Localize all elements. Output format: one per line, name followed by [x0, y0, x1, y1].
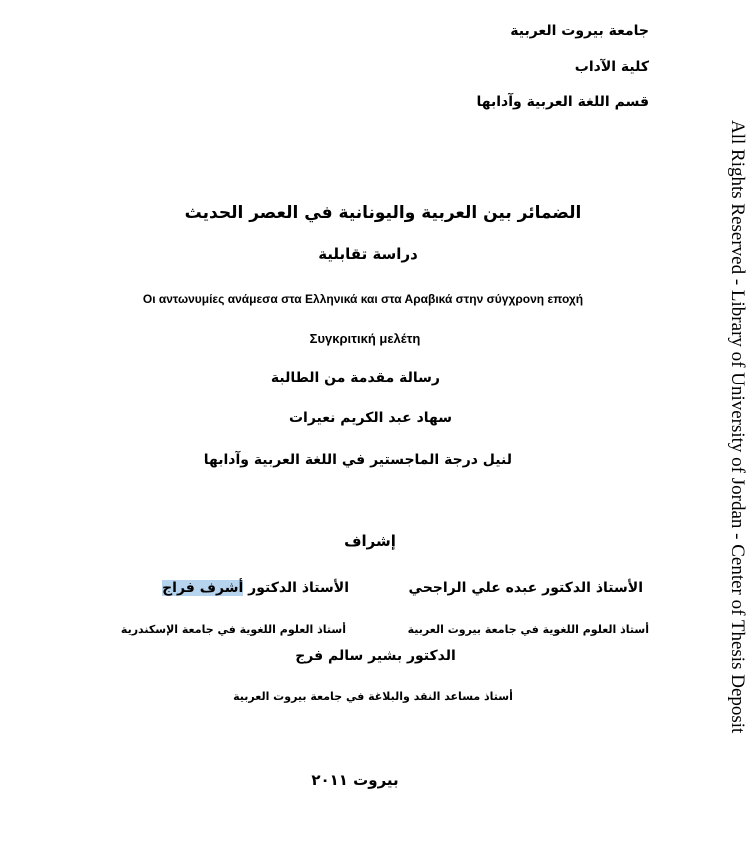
- student-name: سهاد عبد الكريم نعيرات: [288, 410, 453, 426]
- copyright-watermark: All Rights Reserved - Library of University of Jordan - Center of Thesis Deposit: [727, 120, 748, 734]
- thesis-subtitle-arabic: دراسة تقابلية: [318, 245, 418, 263]
- supervisor-1-role: أستاذ العلوم اللغوية في جامعة بيروت العربية: [407, 623, 649, 636]
- supervisor-2-highlighted-name: أشرف فراج: [162, 580, 244, 596]
- thesis-subtitle-greek: Συγκριτική μελέτη: [309, 331, 421, 346]
- university-name: جامعة بيروت العربية: [510, 23, 649, 39]
- supervisor-1-name: الأستاذ الدكتور عبده علي الراجحي: [408, 580, 643, 596]
- supervision-heading: إشراف: [344, 532, 396, 550]
- place-and-year: بيروت ٢٠١١: [311, 771, 399, 789]
- thesis-title-greek: Οι αντωνυμίες ανάμεσα στα Ελληνικά και στα Αραβικά στην σύγχρονη εποχή: [142, 292, 584, 306]
- supervisor-2-prefix: الأستاذ الدكتور: [243, 580, 349, 596]
- supervisor-2-role: أستاذ العلوم اللغوية في جامعة الإسكندرية: [120, 623, 346, 636]
- thesis-title-arabic: الضمائر بين العربية واليونانية في العصر الحديث: [184, 203, 582, 223]
- presented-by: رسالة مقدمة من الطالبة: [270, 370, 440, 386]
- supervisor-3-name: الدكتور بشير سالم فرج: [295, 648, 456, 664]
- department-name: قسم اللغة العربية وآدابها: [476, 94, 649, 110]
- supervisor-3-role: أستاذ مساعد النقد والبلاغة في جامعة بيروت العربية: [233, 690, 513, 703]
- faculty-name: كلية الآداب: [574, 59, 649, 75]
- supervisor-2-name: [162, 580, 349, 596]
- degree-statement: لنيل درجة الماجستير في اللغة العربية وآدابها: [203, 452, 512, 468]
